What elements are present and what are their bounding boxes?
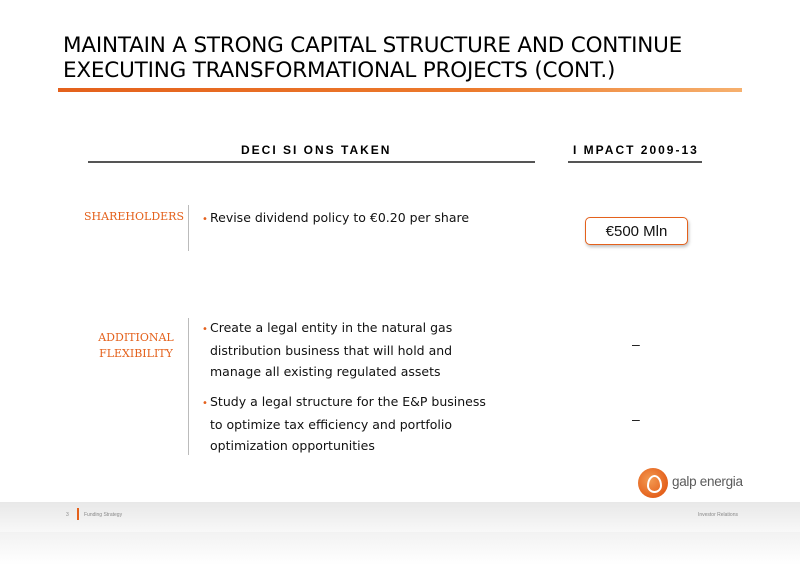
- decisions-column-rule: [88, 161, 535, 163]
- galp-flame-icon: [638, 468, 668, 498]
- decisions-column-header: DECI SI ONS TAKEN: [241, 143, 392, 157]
- section-label-line-2: FLEXIBILITY: [99, 347, 173, 360]
- page-title: [63, 33, 763, 83]
- footer-shadow: [0, 532, 800, 565]
- impact-value-shareholders: €500 Mln: [585, 217, 688, 245]
- bullet-legal-structure-ep: [202, 391, 486, 456]
- bullet-text-line-1: Create a legal entity in the natural gas: [210, 320, 453, 335]
- section-label-shareholders: SHAREHOLDERS: [84, 210, 184, 223]
- bullet-text-line-1: Study a legal structure for the E&P business: [210, 394, 486, 409]
- impact-value-legal-entity: –: [632, 336, 640, 352]
- title-underline: [58, 88, 742, 92]
- page-title-line-2: EXECUTING TRANSFORMATIONAL PROJECTS (CONT.): [63, 58, 616, 83]
- impact-value-legal-structure: –: [632, 411, 640, 427]
- impact-column-header: I MPACT 2009-13: [573, 143, 699, 157]
- section-label-additional-flexibility: [88, 330, 184, 362]
- bullet-icon: •: [202, 214, 208, 225]
- footer-accent-divider: [77, 508, 79, 520]
- bullet-text-line-3: optimization opportunities: [210, 438, 375, 453]
- page-number: 3: [66, 512, 69, 518]
- impact-column-rule: [568, 161, 702, 163]
- footer-department: Investor Relations: [697, 512, 738, 518]
- bullet-dividend-policy: [202, 207, 469, 230]
- section-divider-shareholders: [188, 205, 189, 251]
- footer-section-name: Funding Strategy: [84, 512, 123, 518]
- section-divider-additional-flexibility: [188, 318, 189, 455]
- section-label-line-1: ADDITIONAL: [98, 331, 174, 344]
- bullet-text-line-2: to optimize tax efficiency and portfolio: [210, 417, 453, 432]
- page-title-line-1: MAINTAIN A STRONG CAPITAL STRUCTURE AND CONTINUE: [63, 33, 683, 58]
- bullet-icon: •: [202, 398, 208, 409]
- bullet-text-line-2: distribution business that will hold and: [210, 343, 453, 358]
- bullet-legal-entity-gas: [202, 317, 452, 382]
- bullet-text-line-3: manage all existing regulated assets: [210, 364, 441, 379]
- bullet-icon: •: [202, 324, 208, 335]
- bullet-text: Revise dividend policy to €0.20 per share: [210, 210, 470, 225]
- logo-text: galp energia: [672, 474, 743, 489]
- galp-energia-logo: [638, 468, 743, 500]
